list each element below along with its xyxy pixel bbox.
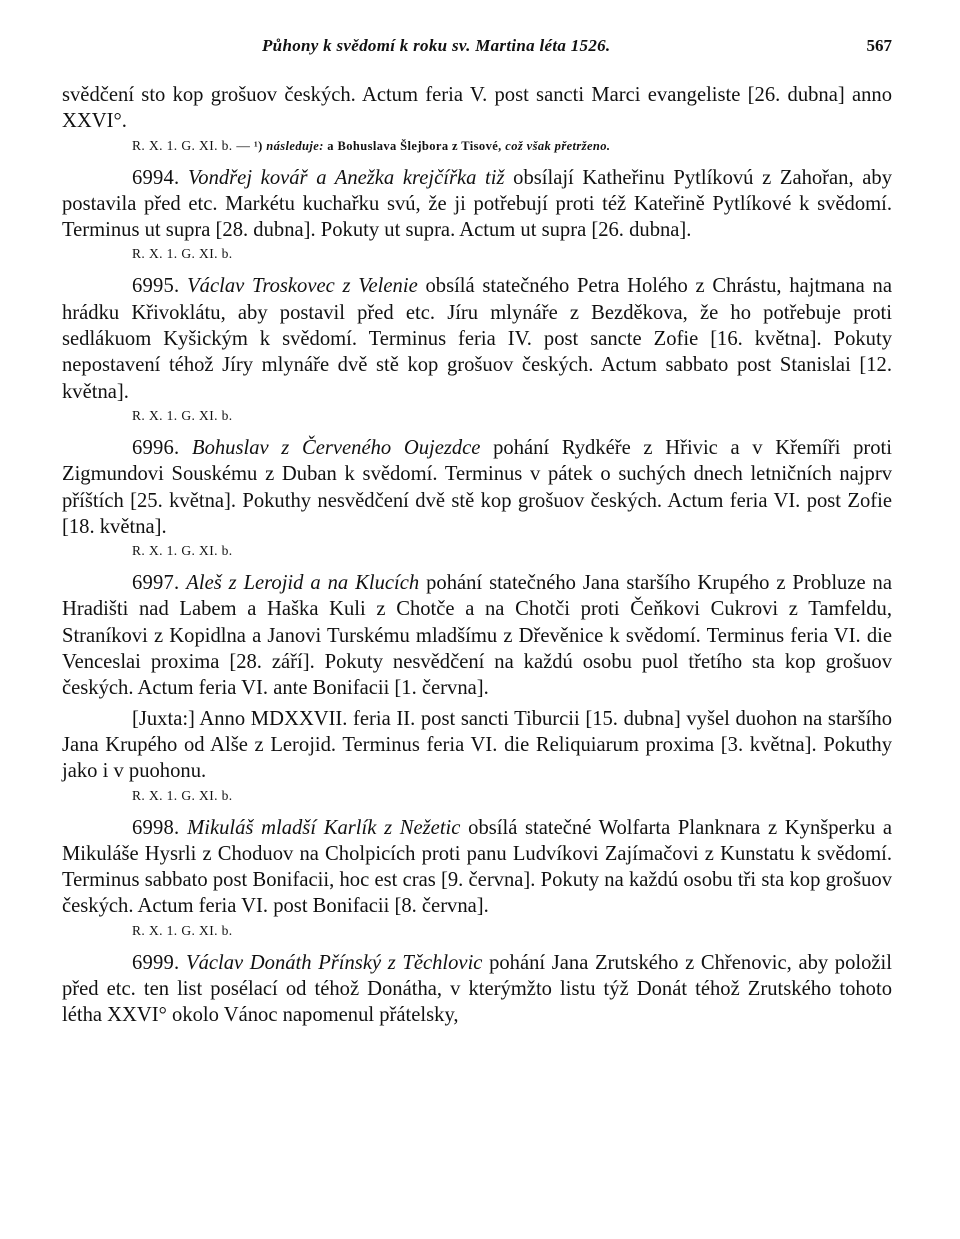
running-title: Půhony k svědomí k roku sv. Martina léta 1526.	[262, 36, 611, 55]
signature: R. X. 1. G. XI. b.	[132, 922, 233, 938]
page-number: 567	[866, 36, 892, 55]
footnote-italic: následuje:	[266, 138, 324, 153]
entry-number: 6996.	[132, 436, 180, 459]
entry-number: 6998.	[132, 816, 180, 839]
entry-6999	[62, 950, 892, 1029]
entry-number: 6994.	[132, 166, 180, 189]
footnote-marker: ¹)	[254, 138, 263, 153]
intro-signature-line	[62, 135, 892, 157]
body-text	[62, 82, 892, 1029]
signature: R. X. 1. G. XI. b.	[132, 407, 233, 423]
entry-text: pohání statečného Jana staršího Krupého z Probluze na Hradišti nad Labem a Haška Kuli z Chotče a na Chotči proti Čeňkovi Cukrovi z Tamfeldu, Straníkovi z Kopidlna a Janovi Turskému mladšímu z Dřevěnice k svědomí. Terminus feria VI. die Venceslai proxima [28. září]. Pokuty nesvědčení na každú osobu puol třetího sta kop grošuov českých. Actum feria VI. ante Bonifacii [1. června].	[62, 572, 892, 700]
entry-6996	[62, 435, 892, 540]
entry-party-name: Mikuláš mladší Karlík z Nežetic	[187, 816, 461, 839]
signature: R. X. 1. G. XI. b. —	[132, 137, 251, 153]
entry-text: pohání Rydkéře z Hřivic a v Křemíři proti Zigmundovi Souskému z Duban k svědomí. Terminus v pátek o suchých dnech letničních najprv příštích [25. května]. Pokuthy nesvědčení dvě stě kop grošuov českých. Actum feria VI. post Zofie [18. května].	[62, 436, 892, 538]
running-header	[62, 30, 892, 66]
signature: R. X. 1. G. XI. b.	[132, 787, 233, 803]
entry-text: obsílá statečného Petra Holého z Chrástu, hajtmana na hrádku Křivoklátu, aby postavil před etc. Jíru mlynáře z Bezděkova, že ho potřebuje proti sedlákuom Kyšickým k svědomí. Terminus feria IV. post sancte Zofie [16. května]. Pokuty nepostavení téhož Jíry mlynáře dvě stě kop grošuov českých. Actum sabbato post Stanislai [12. května].	[62, 275, 892, 403]
entry-6994	[62, 165, 892, 244]
entry-number: 6995.	[132, 275, 180, 298]
footnote-text: a Bohuslava Šlejbora z Tisové,	[327, 138, 502, 153]
entry-text: pohání Jana Zrutského z Chřenovic, aby položil před etc. ten list posélací od téhož Donátha, v kterýmžto listu týž Donát téhož Zrutského tohoto létha XXVI° okolo Vánoc napomenul přátelsky,	[62, 951, 892, 1027]
entry-6998	[62, 815, 892, 920]
entry-text: obsílá statečné Wolfarta Planknara z Kynšperku a Mikuláše Hysrli z Choduov na Cholpicích proti panu Ludvíkovi Zajímačovi z Kunstatu k svědomí. Terminus sabbato post Bonifacii, hoc est cras [9. června]. Pokuty na každú osobu tři sta kop grošuov českých. Actum feria VI. post Bonifacii [8. června].	[62, 816, 893, 918]
entry-6995	[62, 273, 892, 404]
entry-6997	[62, 570, 892, 701]
entry-party-name: Bohuslav z Červeného Oujezdce	[192, 436, 481, 459]
footnote-italic-2: což však přetrženo.	[505, 138, 611, 153]
intro-paragraph: svědčení sto kop grošuov českých. Actum feria V. post sancti Marci evangeliste [26. dubna] anno XXVI°.	[62, 84, 892, 133]
entry-party-name: Aleš z Lerojid a na Klucích	[186, 572, 420, 595]
entry-party-name: Václav Donáth Přínský z Těchlovic	[185, 951, 483, 974]
entry-party-name: Vondřej kovář a Anežka krejčířka tiž	[187, 166, 505, 189]
signature: R. X. 1. G. XI. b.	[132, 543, 233, 559]
footnote	[254, 139, 610, 153]
entry-6997-continuation: [Juxta:] Anno MDXXVII. feria II. post sancti Tiburcii [15. dubna] vyšel duohon na staršího Jana Krupého od Alše z Lerojid. Terminus feria VI. die Reliquiarum proxima [3. května]. Pokuthy jako i v puohonu.	[62, 707, 892, 783]
entry-number: 6997.	[132, 572, 180, 595]
signature: R. X. 1. G. XI. b.	[132, 246, 233, 262]
entry-number: 6999.	[132, 951, 180, 974]
entry-party-name: Václav Troskovec z Velenie	[187, 275, 418, 298]
document-page	[62, 30, 892, 1029]
entry-text: obsílají Katheřinu Pytlíkovú z Zahořan, aby postavila před etc. Markétu kuchařku svú, že ji potřebují proti též Kateřině Pytlíkové k svědomí. Terminus ut supra [28. dubna]. Pokuty ut supra. Actum ut supra [26. dubna].	[62, 166, 892, 242]
